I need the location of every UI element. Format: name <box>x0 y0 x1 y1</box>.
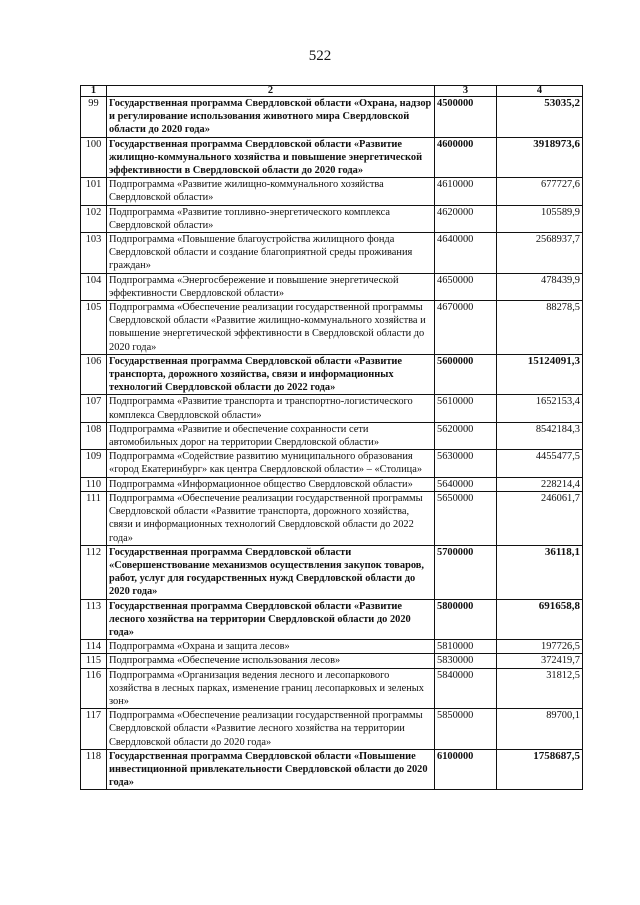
row-code: 4640000 <box>435 233 497 274</box>
row-amount: 53035,2 <box>497 97 583 138</box>
row-name: Подпрограмма «Энергосбережение и повышение энергетической эффективности Свердловской области» <box>107 273 435 300</box>
row-number: 112 <box>81 545 107 599</box>
row-amount: 8542184,3 <box>497 422 583 449</box>
row-number: 104 <box>81 273 107 300</box>
row-name: Подпрограмма «Содействие развитию муниципального образования «город Екатеринбург» как центра Свердловской области» – «Столица» <box>107 450 435 477</box>
table-row <box>81 97 583 138</box>
row-code: 4500000 <box>435 97 497 138</box>
row-amount: 3918973,6 <box>497 137 583 178</box>
table-body <box>81 97 583 790</box>
row-code: 5840000 <box>435 668 497 709</box>
row-amount: 88278,5 <box>497 301 583 355</box>
table-row <box>81 450 583 477</box>
row-amount: 246061,7 <box>497 491 583 545</box>
row-name: Государственная программа Свердловской области «Развитие лесного хозяйства на территории Свердловской области до 2020 года» <box>107 599 435 640</box>
table-row <box>81 654 583 668</box>
row-code: 4620000 <box>435 205 497 232</box>
row-number: 111 <box>81 491 107 545</box>
row-name: Подпрограмма «Повышение благоустройства жилищного фонда Свердловской области и создание благоприятной среды проживания граждан» <box>107 233 435 274</box>
row-name: Государственная программа Свердловской области «Повышение инвестиционной привлекательности Свердловской области до 2020 года» <box>107 749 435 790</box>
row-code: 6100000 <box>435 749 497 790</box>
row-code: 5640000 <box>435 477 497 491</box>
row-amount: 691658,8 <box>497 599 583 640</box>
row-number: 116 <box>81 668 107 709</box>
row-amount: 2568937,7 <box>497 233 583 274</box>
row-number: 110 <box>81 477 107 491</box>
row-number: 109 <box>81 450 107 477</box>
column-header-code: 3 <box>435 86 497 97</box>
row-amount: 197726,5 <box>497 640 583 654</box>
row-name: Подпрограмма «Обеспечение реализации государственной программы Свердловской области «Развитие транспорта, дорожного хозяйства, связи и информационных технологий Свердловской области до 2022 года» <box>107 491 435 545</box>
page-number: 522 <box>308 48 332 64</box>
row-name: Государственная программа Свердловской области «Охрана, надзор и регулирование использования животного мира Свердловской области до 2020 года» <box>107 97 435 138</box>
table-row <box>81 491 583 545</box>
row-number: 113 <box>81 599 107 640</box>
row-name: Подпрограмма «Обеспечение реализации государственной программы Свердловской области «Развитие жилищно-коммунального хозяйства и повышение энергетической эффективности в Свердловской области до 2020 года» <box>107 301 435 355</box>
table-row <box>81 233 583 274</box>
table-row <box>81 205 583 232</box>
row-code: 5630000 <box>435 450 497 477</box>
column-header-name: 2 <box>107 86 435 97</box>
row-code: 4600000 <box>435 137 497 178</box>
row-code: 5850000 <box>435 709 497 750</box>
row-name: Государственная программа Свердловской области «Совершенствование механизмов осуществления закупок товаров, работ, услуг для государственных нужд Свердловской области до 2020 года» <box>107 545 435 599</box>
row-code: 5800000 <box>435 599 497 640</box>
row-amount: 105589,9 <box>497 205 583 232</box>
table-row <box>81 668 583 709</box>
row-code: 5600000 <box>435 354 497 395</box>
row-name: Подпрограмма «Организация ведения лесного и лесопаркового хозяйства в лесных парках, изменение границ лесопарковых и зеленых зон» <box>107 668 435 709</box>
table-row <box>81 301 583 355</box>
row-amount: 478439,9 <box>497 273 583 300</box>
row-number: 102 <box>81 205 107 232</box>
row-code: 4650000 <box>435 273 497 300</box>
row-amount: 31812,5 <box>497 668 583 709</box>
row-amount: 1652153,4 <box>497 395 583 422</box>
row-amount: 228214,4 <box>497 477 583 491</box>
row-name: Подпрограмма «Информационное общество Свердловской области» <box>107 477 435 491</box>
row-name: Подпрограмма «Охрана и защита лесов» <box>107 640 435 654</box>
row-code: 5810000 <box>435 640 497 654</box>
row-number: 115 <box>81 654 107 668</box>
row-name: Государственная программа Свердловской области «Развитие жилищно-коммунального хозяйства и повышение энергетической эффективности в Свердловской области до 2020 года» <box>107 137 435 178</box>
row-name: Подпрограмма «Развитие жилищно-коммунального хозяйства Свердловской области» <box>107 178 435 205</box>
column-header-number: 1 <box>81 86 107 97</box>
row-amount: 15124091,3 <box>497 354 583 395</box>
row-name: Подпрограмма «Обеспечение реализации государственной программы Свердловской области «Развитие лесного хозяйства на территории Свердловской области до 2020 года» <box>107 709 435 750</box>
row-number: 101 <box>81 178 107 205</box>
row-name: Подпрограмма «Обеспечение использования лесов» <box>107 654 435 668</box>
row-code: 5610000 <box>435 395 497 422</box>
row-number: 118 <box>81 749 107 790</box>
row-code: 4610000 <box>435 178 497 205</box>
row-name: Государственная программа Свердловской области «Развитие транспорта, дорожного хозяйства, связи и информационных технологий Свердловской области до 2022 года» <box>107 354 435 395</box>
table-row <box>81 273 583 300</box>
table-row <box>81 354 583 395</box>
row-amount: 36118,1 <box>497 545 583 599</box>
table-row <box>81 178 583 205</box>
row-number: 108 <box>81 422 107 449</box>
row-amount: 1758687,5 <box>497 749 583 790</box>
row-amount: 4455477,5 <box>497 450 583 477</box>
row-code: 5650000 <box>435 491 497 545</box>
row-number: 117 <box>81 709 107 750</box>
table-row <box>81 477 583 491</box>
row-number: 106 <box>81 354 107 395</box>
table-row <box>81 640 583 654</box>
table-row <box>81 137 583 178</box>
row-number: 99 <box>81 97 107 138</box>
row-name: Подпрограмма «Развитие топливно-энергетического комплекса Свердловской области» <box>107 205 435 232</box>
table-header-row <box>81 86 583 97</box>
table-row <box>81 599 583 640</box>
row-number: 105 <box>81 301 107 355</box>
row-number: 100 <box>81 137 107 178</box>
row-code: 5830000 <box>435 654 497 668</box>
row-code: 5700000 <box>435 545 497 599</box>
table-row <box>81 395 583 422</box>
row-name: Подпрограмма «Развитие транспорта и транспортно-логистического комплекса Свердловской области» <box>107 395 435 422</box>
budget-table <box>80 85 583 790</box>
row-name: Подпрограмма «Развитие и обеспечение сохранности сети автомобильных дорог на территории Свердловской области» <box>107 422 435 449</box>
row-code: 5620000 <box>435 422 497 449</box>
table-row <box>81 422 583 449</box>
row-amount: 89700,1 <box>497 709 583 750</box>
column-header-amount: 4 <box>497 86 583 97</box>
table-row <box>81 545 583 599</box>
table-row <box>81 709 583 750</box>
row-amount: 677727,6 <box>497 178 583 205</box>
row-amount: 372419,7 <box>497 654 583 668</box>
row-code: 4670000 <box>435 301 497 355</box>
table-row <box>81 749 583 790</box>
row-number: 107 <box>81 395 107 422</box>
row-number: 103 <box>81 233 107 274</box>
row-number: 114 <box>81 640 107 654</box>
